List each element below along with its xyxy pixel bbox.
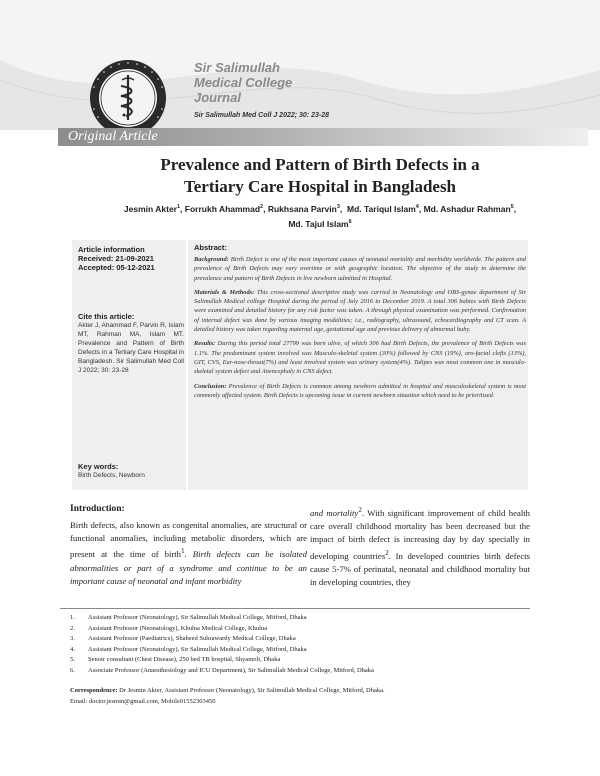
- author-affiliation-number: 4: [415, 204, 419, 210]
- affiliation-number: 1.: [70, 614, 75, 621]
- received-date: Received: 21-09-2021: [78, 254, 154, 263]
- author-name: Md. Tariqul Islam: [346, 203, 416, 214]
- results-text: During this period total 27799 was born alive, of which 306 had Birth Defects, the prevalence of Birth Defects was 1.1%. The predominant system involved was Musculo-skeletal system (30%) followed by CNS (19%), oro-facial clefts (13%), GIT, CVS, Ear-nose-throat(7%) and least involved system was urinary system(4%). Talipes was most common one in musculo-skeletal system defect and Anencephaly in CNS defect.: [194, 340, 526, 376]
- conclusion-text: Prevalence of Birth Defects is common among newborn admitted in hospital and musculoskeletal system is most commonly affected system. Birth Defects is upcoming issue in current newborn situation which need to be prioritized.: [194, 382, 526, 399]
- correspondence-text: Dr Jesmin Akter, Assistant Professor (Neonatology), Sir Salimullah Medical College, Mitford, Dhaka.: [119, 687, 385, 694]
- author-name: Md. Tajul Islam: [288, 218, 349, 229]
- results-label: Results:: [194, 340, 216, 348]
- intro-text: Birth defects, also known as congenital anomalies, are structural or functional anomalies, including metabolic disorders, which are present at the time of birth: [70, 520, 307, 560]
- author-affiliation-number: 6: [348, 218, 352, 225]
- affiliation-item: [70, 655, 530, 666]
- intro-text: . With significant improvement of child health care overall childhood mortality has been decreased but the impact of birth defect is increasing day by day specially in developing countries: [310, 507, 530, 561]
- author-name: Jesmin Akter: [123, 203, 177, 214]
- introduction-left-column: [70, 519, 307, 588]
- journal-name-line3: Journal: [194, 90, 241, 105]
- journal-name: [194, 60, 394, 105]
- author-name: Forrukh Ahammad: [184, 203, 261, 214]
- abstract-background: [194, 255, 526, 283]
- author-affiliation-number: 3: [336, 204, 340, 210]
- author-name: Rukhsana Parvin: [267, 203, 337, 214]
- author-affiliation-number: 5: [510, 204, 514, 210]
- affiliation-number: 3.: [70, 635, 75, 643]
- citation-ref: 1: [181, 547, 185, 556]
- affiliation-item: [70, 634, 530, 645]
- affiliation-item: [70, 666, 530, 677]
- background-label: Background:: [194, 256, 229, 263]
- journal-citation: Sir Salimullah Med Coll J 2022; 30: 23-28: [194, 112, 329, 119]
- methods-label: Materials & Methods:: [194, 288, 255, 296]
- keywords-heading: Key words:: [78, 462, 119, 471]
- affiliation-text: Senoir consultant (Chest Disease), 250 bed TB hospital, Shyamoli, Dhaka: [88, 656, 281, 664]
- accepted-date: Accepted: 05-12-2021: [78, 263, 155, 272]
- affiliation-text: Associate Professor (Anaesthesiology and ICU Department), Sir Salimullah Medical College, Mitford, Dhaka: [88, 666, 374, 674]
- cite-heading: Cite this article:: [78, 312, 135, 321]
- journal-name-line1: Sir Salimullah: [194, 60, 280, 75]
- citation-ref: 2: [358, 506, 362, 514]
- cite-this-article: [78, 312, 184, 375]
- affiliation-item: [70, 645, 530, 656]
- abstract: [194, 243, 526, 405]
- intro-text: . In developed countries birth defects cause 5-7% of perinatal, neonatal and childhood mortality but in developing countries, they: [310, 550, 530, 587]
- author-affiliation-number: 1: [176, 204, 181, 210]
- article-title: [60, 154, 580, 198]
- abstract-conclusion: [194, 382, 526, 401]
- correspondence-line: [70, 686, 540, 697]
- abstract-heading: Abstract:: [194, 243, 227, 252]
- introduction-right-column: [310, 504, 530, 589]
- intro-text-italic: . Birth defects can be isolated abnormalities or part of a syndrome and continue to be an important cause of neonatal and infant morbidity: [70, 549, 307, 586]
- affiliation-list: [70, 613, 530, 677]
- section-label: Original Article: [68, 129, 158, 144]
- affiliation-number: 4.: [70, 645, 75, 653]
- author-affiliation-number: 2: [260, 204, 264, 210]
- affiliation-text: Assistant Professor (Neonatology), Sir Salimullah Medical College, Mitford, Dhaka: [88, 614, 307, 621]
- article-title-line1: Prevalence and Pattern of Birth Defects in a: [160, 155, 480, 174]
- abstract-methods: [194, 288, 526, 334]
- article-info-heading: Article information: [78, 245, 145, 254]
- affiliation-item: [70, 613, 530, 624]
- cite-text: Akter J, Ahammad F, Parvin R, Islam MT, Rahman MA, Islam MT. Prevalence and Pattern of Birth Defects in a Tertiary Care Hospital in Bangladesh. Sir Salimullah Med Coll J 2022; 30: 23-28: [78, 322, 184, 374]
- affiliation-text: Assistant Professor (Neonatology), Khulna Medical College, Khulna: [88, 624, 268, 632]
- citation-ref: 2: [385, 548, 389, 557]
- introduction-heading: Introduction:: [70, 504, 125, 514]
- intro-text-italic: and mortality: [310, 507, 359, 518]
- affiliation-number: 5.: [70, 656, 75, 664]
- footnote-divider: [60, 608, 530, 609]
- keywords: [78, 462, 184, 480]
- affiliation-text: Assistant Professor (Neonatology), Sir Salimullah Medical College, Mitford, Dhaka: [88, 645, 307, 653]
- article-information: [78, 245, 184, 272]
- conclusion-label: Conclusion:: [194, 382, 227, 390]
- correspondence-email: Email: doctor.jesmin@gmail.com, Mobile01552303450: [70, 697, 216, 705]
- correspondence-label: Correspondence:: [70, 687, 118, 694]
- affiliation-number: 2.: [70, 624, 75, 632]
- journal-logo: [88, 58, 168, 138]
- background-text: Birth Defect is one of the most important causes of neonatal mortality and morbidity worldwide. The pattern and prevalence of Birth Defects may vary overtime or with geographic location. The objective of the study to determine the prevalence and pattern of Birth Defects in live newborn admitted in Hospital.: [194, 256, 526, 282]
- journal-name-line2: Medical College: [194, 75, 293, 90]
- abstract-results: [194, 339, 526, 376]
- affiliation-text: Assistant Professor (Paediatrics), Shaheed Suhrawardy Medical College, Dhaka: [88, 635, 296, 643]
- author-list: Jesmin Akter$^1$, Forrukh Ahammad$^2$, Rukhsana Parvin$^3$, Md. Tariqul Islam$^4$, Md. Ashadur Rahman$^5$, Md. Tajul Islam$^6$: [123, 203, 517, 229]
- methods-text: This cross-sectional descriptive study was carried in Neonatology and OBS-gynae department of Sir Salimullah Medical college Hospital during the period of July 2016 to December 2019. A total 306 babies with Birth Defects were examined and detailed history for any risk factor was taken. A through physical examination was performed. Confirmation of internal defect was done by various imaging modalities; i.e., radiography, ultrasound, echocardiography and CT scan. A detailed history was taken regarding maternal age, gestational age and previous delivery of abnormal baby.: [194, 288, 526, 334]
- keywords-text: Birth Defects, Newborn: [78, 472, 145, 479]
- affiliation-item: [70, 624, 530, 635]
- affiliation-number: 6.: [70, 666, 75, 674]
- correspondence: [70, 686, 540, 707]
- author-name: Md. Ashadur Rahman: [423, 203, 511, 214]
- article-title-line2: Tertiary Care Hospital in Bangladesh: [183, 177, 457, 196]
